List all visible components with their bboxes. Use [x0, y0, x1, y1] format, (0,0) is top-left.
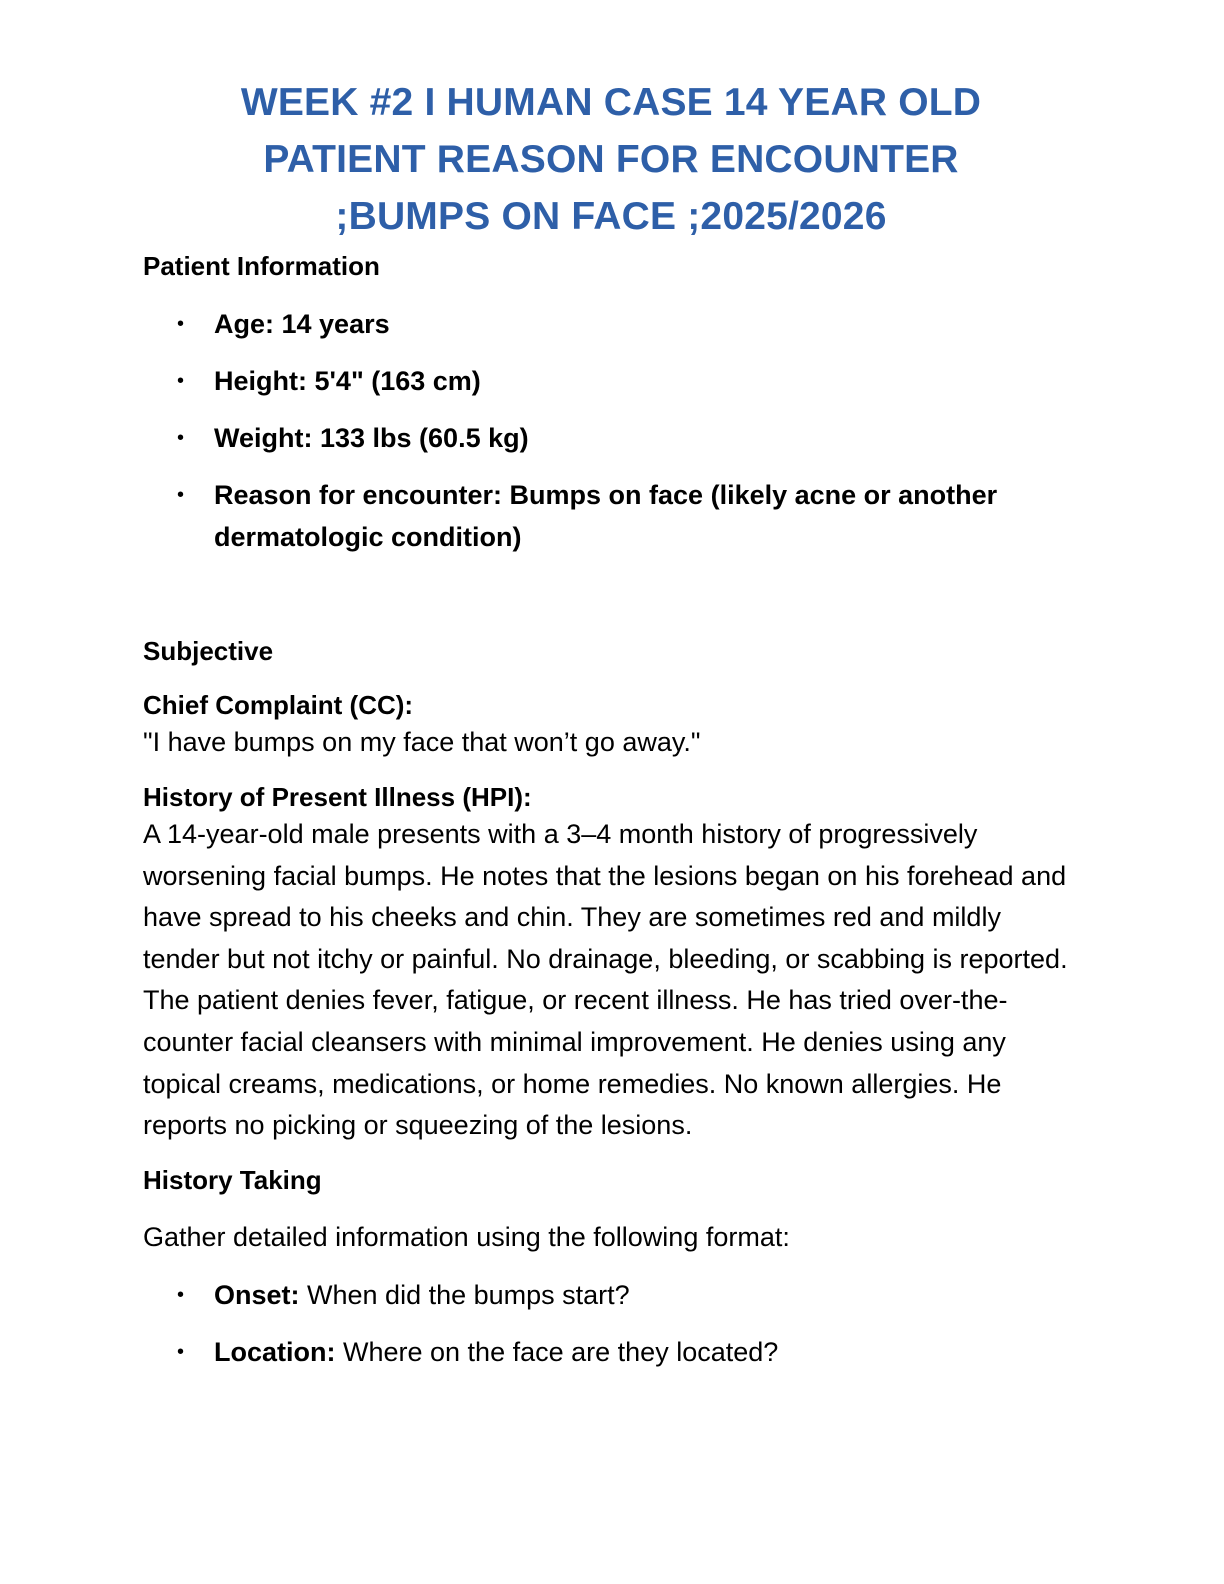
list-item [143, 360, 1074, 402]
onset-label: Onset: [214, 1280, 300, 1311]
location-text: Where on the face are they located? [335, 1337, 779, 1368]
document-title [141, 74, 1081, 245]
title-line-2: PATIENT REASON FOR ENCOUNTER [263, 138, 959, 181]
bullet-icon: • [177, 1341, 185, 1364]
bullet-icon: • [177, 313, 185, 335]
chief-complaint-text: "I have bumps on my face that won’t go away." [143, 727, 701, 757]
patient-height: Height: 5'4" (163 cm) [214, 366, 481, 396]
history-taking-list [143, 1274, 1074, 1373]
patient-info-list [143, 303, 1074, 558]
history-taking-intro: Gather detailed information using the following format: [143, 1221, 790, 1252]
subjective-heading: Subjective [143, 636, 274, 666]
bullet-icon: • [177, 484, 185, 506]
bullet-icon: • [177, 427, 185, 449]
bullet-icon: • [177, 1284, 185, 1307]
patient-reason: Reason for encounter: Bumps on face (likely acne or another dermatologic condition) [214, 480, 998, 552]
hpi-text: A 14-year-old male presents with a 3–4 month history of progressively worsening facial bumps. He notes that the lesions began on his forehead and have spread to his cheeks and chin. They are sometimes red and mildly tender but not itchy or painful. No drainage, bleeding, or scabbing is reported. The patient denies fever, fatigue, or recent illness. He has tried over-the-counter facial cleansers with minimal improvement. He denies using any topical creams, medications, or home remedies. No known allergies. He reports no picking or squeezing of the lesions. [143, 819, 1068, 1141]
bullet-icon: • [177, 370, 185, 392]
list-item [143, 1331, 1074, 1373]
onset-text: When did the bumps start? [299, 1280, 630, 1311]
patient-info-heading: Patient Information [143, 251, 380, 281]
hpi-heading: History of Present Illness (HPI): [143, 782, 532, 812]
list-item [143, 1274, 1074, 1316]
list-item [143, 303, 1074, 345]
list-item [143, 474, 1074, 558]
title-line-1: WEEK #2 I HUMAN CASE 14 YEAR OLD [240, 81, 982, 124]
list-item [143, 417, 1074, 459]
title-line-3: ;BUMPS ON FACE ;2025/2026 [335, 195, 887, 238]
history-taking-heading: History Taking [143, 1164, 322, 1195]
chief-complaint-heading: Chief Complaint (CC): [143, 690, 414, 720]
location-label: Location: [214, 1337, 336, 1368]
patient-weight: Weight: 133 lbs (60.5 kg) [214, 423, 529, 453]
patient-age: Age: 14 years [214, 309, 390, 339]
